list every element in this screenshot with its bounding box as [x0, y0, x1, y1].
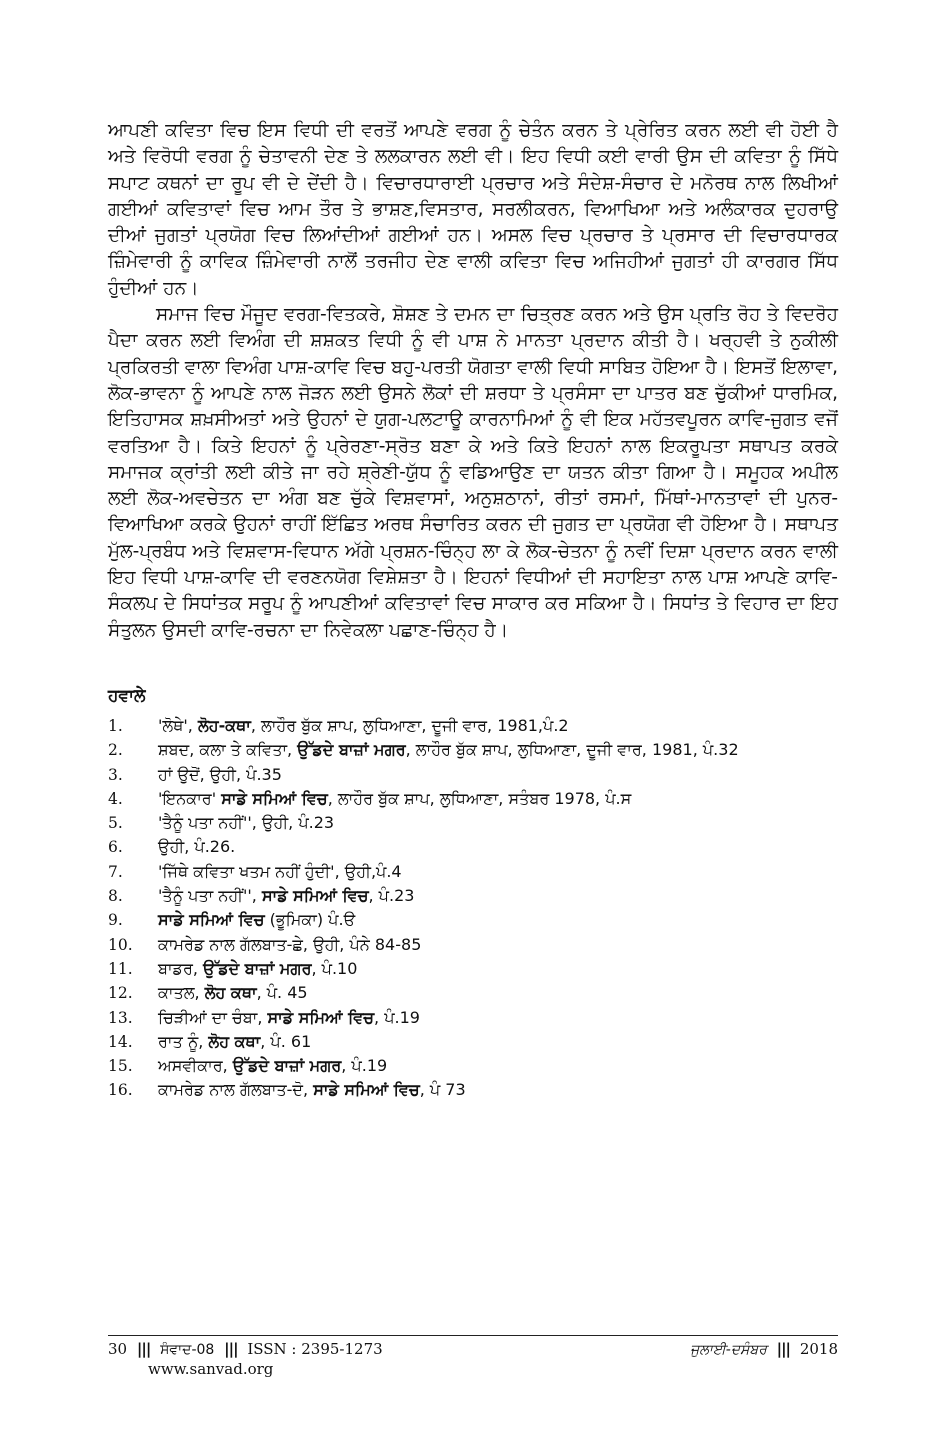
reference-text [158, 1054, 387, 1078]
issn: ISSN : 2395-1273 [247, 1340, 383, 1358]
reference-text [158, 1078, 466, 1102]
reference-item [108, 1006, 838, 1030]
reference-number: 10. [108, 935, 133, 954]
issue-year: 2018 [799, 1340, 838, 1358]
reference-text-part: ਸ਼ਬਦ, ਕਲਾ ਤੇ ਕਵਿਤਾ, [158, 740, 298, 760]
reference-number: 13. [108, 1008, 133, 1027]
reference-text [158, 884, 414, 908]
reference-text-part: , ਲਾਹੌਰ ਬੁੱਕ ਸ਼ਾਪ, ਲੁਧਿਆਣਾ, ਦੂਜੀ ਵਾਰ, 1981, ਪੰ.32 [405, 740, 739, 760]
website-link[interactable]: www.sanvad.org [148, 1360, 274, 1378]
reference-text-part: ਅਸਵੀਕਾਰ, [158, 1056, 233, 1076]
reference-item [108, 714, 838, 738]
reference-text [158, 1030, 311, 1054]
separator-bars-3: ||| [776, 1340, 791, 1358]
reference-number: 3. [108, 765, 123, 784]
reference-text-part: , ਪੰ.19 [341, 1056, 388, 1076]
reference-text-part: ਰਾਤ ਨੂੰ, [158, 1031, 209, 1051]
reference-book-title: ਉੱਡਦੇ ਬਾਜ਼ਾਂ ਮਗਰ [203, 958, 312, 978]
reference-number: 12. [108, 984, 133, 1003]
reference-text [158, 908, 355, 932]
footer-left [108, 1340, 383, 1358]
reference-number: 8. [108, 887, 123, 906]
reference-item [108, 981, 838, 1005]
reference-text [158, 933, 421, 957]
reference-item [108, 835, 838, 859]
reference-text-part: ਕਾਤਲ, [158, 983, 205, 1003]
reference-book-title: ਸਾਡੇ ਸਮਿਆਂ ਵਿਚ [261, 886, 369, 906]
reference-book-title: ਉੱਡਦੇ ਬਾਜ਼ਾਂ ਮਗਰ [232, 1056, 342, 1076]
reference-text [158, 811, 334, 835]
reference-text-part: 'ਲੋਥੇ', [158, 715, 198, 735]
reference-book-title: ਸਾਡੇ ਸਮਿਆਂ ਵਿਚ [267, 1007, 375, 1027]
reference-text-part: , ਲਾਹੌਰ ਬੁੱਕ ਸ਼ਾਪ, ਲੁਧਿਆਣਾ, ਦੂਜੀ ਵਾਰ, 1981,ਪੰ.2 [250, 715, 569, 735]
reference-text-part: ਕਾਮਰੇਡ ਨਾਲ ਗੱਲਬਾਤ-ਛੇ, ਉਹੀ, ਪੰਨੇ 84-85 [158, 934, 422, 954]
reference-text [158, 714, 569, 738]
reference-number: 11. [108, 959, 133, 978]
reference-text-part: ਉਹੀ, ਪੰ.26. [158, 837, 236, 857]
reference-text-part: , ਪੰ 73 [419, 1080, 466, 1100]
reference-text-part: (ਭੂਮਿਕਾ) ਪੰ.ੳ [264, 910, 356, 930]
separator-bars-1: ||| [136, 1340, 151, 1358]
reference-book-title: ਉੱਡਦੇ ਬਾਜ਼ਾਂ ਮਗਰ [297, 740, 406, 760]
reference-text [158, 860, 402, 884]
reference-text-part: , ਪੰ.19 [374, 1007, 420, 1027]
reference-item [108, 738, 838, 762]
reference-item [108, 908, 838, 932]
body-paragraph-2: ਸਮਾਜ ਵਿਚ ਮੌਜੂਦ ਵਰਗ-ਵਿਤਕਰੇ, ਸ਼ੋਸ਼ਣ ਤੇ ਦਮਨ ਦਾ ਚਿਤ੍ਰਣ ਕਰਨ ਅਤੇ ਉਸ ਪ੍ਰਤਿ ਰੋਹ ਤੇ ਵਿਦਰੋਹ ਪੈਦਾ ਕਰਨ ਲਈ ਵਿਅੰਗ ਦੀ ਸ਼ਸ਼ਕਤ ਵਿਧੀ ਨੂੰ ਵੀ ਪਾਸ਼ ਨੇ ਮਾਨਤਾ ਪ੍ਰਦਾਨ ਕੀਤੀ ਹੈ। ਖਰ੍ਹਵੀ ਤੇ ਨੁਕੀਲੀ ਪ੍ਰਕਿਰਤੀ ਵਾਲਾ ਵਿਅੰਗ ਪਾਸ਼-ਕਾਵਿ ਵਿਚ ਬਹੁ-ਪਰਤੀ ਯੋਗਤਾ ਵਾਲੀ ਵਿਧੀ ਸਾਬਿਤ ਹੋਇਆ ਹੈ। ਇਸਤੋਂ ਇਲਾਵਾ, ਲੋਕ-ਭਾਵਨਾ ਨੂੰ ਆਪਣੇ ਨਾਲ ਜੋੜਨ ਲਈ ਉਸਨੇ ਲੋਕਾਂ ਦੀ ਸ਼ਰਧਾ ਤੇ ਪ੍ਰਸੰਸਾ ਦਾ ਪਾਤਰ ਬਣ ਚੁੱਕੀਆਂ ਧਾਰਮਿਕ, ਇਤਿਹਾਸਕ ਸ਼ਖ਼ਸੀਅਤਾਂ ਅਤੇ ਉਹਨਾਂ ਦੇ ਯੁਗ-ਪਲਟਾਊ ਕਾਰਨਾਮਿਆਂ ਨੂੰ ਵੀ ਇਕ ਮਹੱਤਵਪੂਰਨ ਕਾਵਿ-ਜੁਗਤ ਵਜੋਂ ਵਰਤਿਆ ਹੈ। ਕਿਤੇ ਇਹਨਾਂ ਨੂੰ ਪ੍ਰੇਰਣਾ-ਸ੍ਰੋਤ ਬਣਾ ਕੇ ਅਤੇ ਕਿਤੇ ਇਹਨਾਂ ਨਾਲ ਇਕਰੂਪਤਾ ਸਥਾਪਤ ਕਰਕੇ ਸਮਾਜਕ ਕ੍ਰਾਂਤੀ ਲਈ ਕੀਤੇ ਜਾ ਰਹੇ ਸ਼੍ਰੇਣੀ-ਯੁੱਧ ਨੂੰ ਵਡਿਆਉਣ ਦਾ ਯਤਨ ਕੀਤਾ ਗਿਆ ਹੈ। ਸਮੂਹਕ ਅਪੀਲ ਲਈ ਲੋਕ-ਅਵਚੇਤਨ ਦਾ ਅੰਗ ਬਣ ਚੁੱਕੇ ਵਿਸ਼ਵਾਸਾਂ, ਅਨੁਸ਼ਠਾਨਾਂ, ਰੀਤਾਂ ਰਸਮਾਂ, ਮਿੱਥਾਂ-ਮਾਨਤਾਵਾਂ ਦੀ ਪੁਨਰ-ਵਿਆਖਿਆ ਕਰਕੇ ਉਹਨਾਂ ਰਾਹੀਂ ਇੱਛਿਤ ਅਰਥ ਸੰਚਾਰਿਤ ਕਰਨ ਦੀ ਜੁਗਤ ਦਾ ਪ੍ਰਯੋਗ ਵੀ ਹੋਇਆ ਹੈ। ਸਥਾਪਤ ਮੁੱਲ-ਪ੍ਰਬੰਧ ਅਤੇ ਵਿਸ਼ਵਾਸ-ਵਿਧਾਨ ਅੱਗੇ ਪ੍ਰਸ਼ਨ-ਚਿੰਨ੍ਹ ਲਾ ਕੇ ਲੋਕ-ਚੇਤਨਾ ਨੂੰ ਨਵੀਂ ਦਿਸ਼ਾ ਪ੍ਰਦਾਨ ਕਰਨ ਵਾਲੀ ਇਹ ਵਿਧੀ ਪਾਸ਼-ਕਾਵਿ ਦੀ ਵਰਣਨਯੋਗ ਵਿਸ਼ੇਸ਼ਤਾ ਹੈ। ਇਹਨਾਂ ਵਿਧੀਆਂ ਦੀ ਸਹਾਇਤਾ ਨਾਲ ਪਾਸ਼ ਆਪਣੇ ਕਾਵਿ-ਸੰਕਲਪ ਦੇ ਸਿਧਾਂਤਕ ਸਰੂਪ ਨੂੰ ਆਪਣੀਆਂ ਕਵਿਤਾਵਾਂ ਵਿਚ ਸਾਕਾਰ ਕਰ ਸਕਿਆ ਹੈ। ਸਿਧਾਂਤ ਤੇ ਵਿਹਾਰ ਦਾ ਇਹ ਸੰਤੁਲਨ ਉਸਦੀ ਕਾਵਿ-ਰਚਨਾ ਦਾ ਨਿਵੇਕਲਾ ਪਛਾਣ-ਚਿੰਨ੍ਹ ਹੈ। [108, 304, 838, 641]
reference-number: 15. [108, 1057, 133, 1076]
reference-item [108, 957, 838, 981]
reference-text-part: , ਲਾਹੌਰ ਬੁੱਕ ਸ਼ਾਪ, ਲੁਧਿਆਣਾ, ਸਤੰਬਰ 1978, ਪੰ.ਸ [327, 788, 632, 808]
reference-text-part: , ਪੰ. 61 [260, 1031, 312, 1051]
reference-text-part: ਚਿੜੀਆਂ ਦਾ ਚੰਬਾ, [158, 1007, 268, 1027]
reference-number: 6. [108, 838, 123, 857]
references-list [108, 714, 838, 1103]
reference-text [158, 957, 357, 981]
reference-book-title: ਲੋਹ-ਕਥਾ [197, 715, 251, 735]
reference-text [158, 981, 308, 1005]
reference-text-part: 'ਤੈਨੂੰ ਪਤਾ ਨਹੀਂ'', [158, 886, 262, 906]
reference-item [108, 884, 838, 908]
reference-text-part: 'ਇਨਕਾਰ' [158, 788, 222, 808]
reference-number: 5. [108, 814, 123, 833]
page-number: 30 [108, 1340, 128, 1358]
journal-issue: ਸੰਵਾਦ-08 [160, 1342, 215, 1358]
reference-text-part: , ਪੰ. 45 [256, 983, 308, 1003]
reference-item [108, 1054, 838, 1078]
reference-item [108, 763, 838, 787]
reference-number: 16. [108, 1081, 133, 1100]
reference-book-title: ਸਾਡੇ ਸਮਿਆਂ ਵਿਚ [313, 1080, 420, 1100]
page-content [108, 118, 838, 1103]
references-heading: ਹਵਾਲੇ [108, 685, 146, 706]
reference-text-part: ਹਾਂ ਉਦੋਂ, ਉਹੀ, ਪੰ.35 [158, 764, 282, 784]
reference-book-title: ਸਾਡੇ ਸਮਿਆਂ ਵਿਚ [221, 788, 328, 808]
reference-item [108, 1030, 838, 1054]
reference-text [158, 787, 631, 811]
reference-item [108, 1078, 838, 1102]
reference-number: 14. [108, 1032, 133, 1051]
reference-text-part: , ਪੰ.10 [311, 958, 358, 978]
reference-text-part: , ਪੰ.23 [368, 886, 415, 906]
reference-book-title: ਲੋਹ ਕਥਾ [208, 1031, 261, 1051]
issue-period: ਜੁਲਾਈ-ਦਸੰਬਰ [690, 1342, 767, 1358]
reference-book-title: ਸਾਡੇ ਸਮਿਆਂ ਵਿਚ [158, 910, 265, 930]
reference-item [108, 787, 838, 811]
footer-right [690, 1340, 838, 1358]
reference-text-part: ਕਾਮਰੇਡ ਨਾਲ ਗੱਲਬਾਤ-ਦੋ, [158, 1080, 314, 1100]
reference-item [108, 811, 838, 835]
reference-number: 1. [108, 716, 123, 735]
reference-number: 9. [108, 911, 123, 930]
reference-text [158, 738, 739, 762]
reference-number: 7. [108, 862, 123, 881]
reference-text [158, 1006, 420, 1030]
footer-divider [108, 1335, 838, 1336]
reference-number: 4. [108, 789, 123, 808]
reference-book-title: ਲੋਹ ਕਥਾ [204, 983, 257, 1003]
reference-number: 2. [108, 741, 123, 760]
reference-text [158, 835, 235, 859]
reference-item [108, 860, 838, 884]
separator-bars-2: ||| [224, 1340, 238, 1358]
reference-item [108, 933, 838, 957]
reference-text-part: ਬਾਡਰ, [158, 958, 204, 978]
reference-text-part: 'ਜਿੱਥੇ ਕਵਿਤਾ ਖਤਮ ਨਹੀਂ ਹੁੰਦੀ', ਉਹੀ,ਪੰ.4 [158, 861, 402, 881]
body-paragraph-1: ਆਪਣੀ ਕਵਿਤਾ ਵਿਚ ਇਸ ਵਿਧੀ ਦੀ ਵਰਤੋਂ ਆਪਣੇ ਵਰਗ ਨੂੰ ਚੇਤੰਨ ਕਰਨ ਤੇ ਪ੍ਰੇਰਿਤ ਕਰਨ ਲਈ ਵੀ ਹੋਈ ਹੈ ਅਤੇ ਵਿਰੋਧੀ ਵਰਗ ਨੂੰ ਚੇਤਾਵਨੀ ਦੇਣ ਤੇ ਲਲਕਾਰਨ ਲਈ ਵੀ। ਇਹ ਵਿਧੀ ਕਈ ਵਾਰੀ ਉਸ ਦੀ ਕਵਿਤਾ ਨੂੰ ਸਿੱਧੇ ਸਪਾਟ ਕਥਨਾਂ ਦਾ ਰੂਪ ਵੀ ਦੇ ਦੇਂਦੀ ਹੈ। ਵਿਚਾਰਧਾਰਾਈ ਪ੍ਰਚਾਰ ਅਤੇ ਸੰਦੇਸ਼-ਸੰਚਾਰ ਦੇ ਮਨੋਰਥ ਨਾਲ ਲਿਖੀਆਂ ਗਈਆਂ ਕਵਿਤਾਵਾਂ ਵਿਚ ਆਮ ਤੌਰ ਤੇ ਭਾਸ਼ਣ,ਵਿਸਤਾਰ, ਸਰਲੀਕਰਨ, ਵਿਆਖਿਆ ਅਤੇ ਅਲੰਕਾਰਕ ਦੁਹਰਾਉ ਦੀਆਂ ਜੁਗਤਾਂ ਪ੍ਰਯੋਗ ਵਿਚ ਲਿਆਂਦੀਆਂ ਗਈਆਂ ਹਨ। ਅਸਲ ਵਿਚ ਪ੍ਰਚਾਰ ਤੇ ਪ੍ਰਸਾਰ ਦੀ ਵਿਚਾਰਧਾਰਕ ਜ਼ਿੰਮੇਵਾਰੀ ਨੂੰ ਕਾਵਿਕ ਜ਼ਿੰਮੇਵਾਰੀ ਨਾਲੋਂ ਤਰਜੀਹ ਦੇਣ ਵਾਲੀ ਕਵਿਤਾ ਵਿਚ ਅਜਿਹੀਆਂ ਜੁਗਤਾਂ ਹੀ ਕਾਰਗਰ ਸਿੱਧ ਹੁੰਦੀਆਂ ਹਨ। [108, 120, 838, 299]
reference-text-part: 'ਤੈਨੂੰ ਪਤਾ ਨਹੀਂ'', ਉਹੀ, ਪੰ.23 [158, 813, 335, 833]
reference-text [158, 763, 282, 787]
